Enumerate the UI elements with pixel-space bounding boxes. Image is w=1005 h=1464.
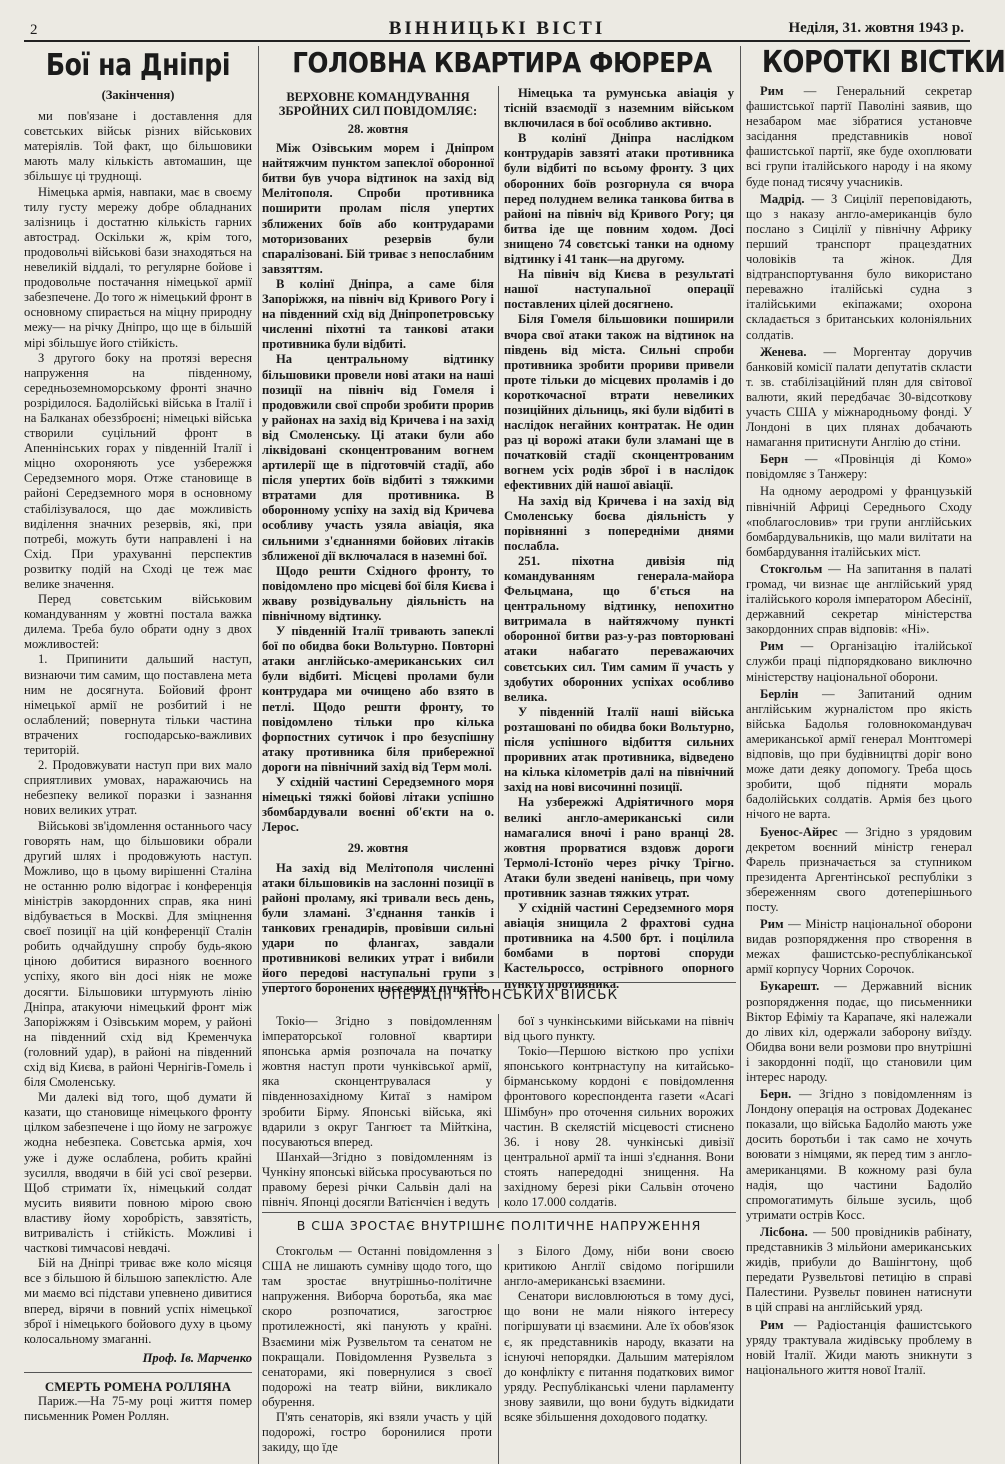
news-item-text: — 500 провідників рабінату, представників 3 мільйони американських жидів, прибули до Вашінгтону, щоб передати Рузвельтові петицію в справі Палестини. Рузвельт повинен натиснути в цій справі на англійський уряд. xyxy=(746,1224,972,1315)
page-number: 2 xyxy=(30,22,38,38)
paragraph: Шанхай—Згідно з повідомленням із Чункіну японські війська просуваються по правому березі річки Сальвін далі на північ. Японці досягли Ватієнчієн і ведуть xyxy=(262,1149,492,1210)
column-rule xyxy=(498,86,499,978)
paragraph: З другого боку на протязі вересня напруження на південному, середньоземноморському фронті значно розрідилося. Бадолійські війська в Італії і на Балканах обеззброєні; німецькі війська створили суцільний фронт в Апеннінських горах у південній Італії і міцно охороняють усе узбережжя Середземного моря. Отже становище в районі Середземного моря в основному стабілізувалося, що дає можливість виділення значних резервів, які, при потребі, можуть бути направлені і на Схід. При урахуванні перспектив розвитку подій на Сході це теж має велике значення. xyxy=(24,350,252,591)
paper-title: ВІННИЦЬКІ ВІСТІ xyxy=(388,18,606,39)
news-item-text: — Організацію італійської служби праці підпорядковано виключно міністерству національної оборони. xyxy=(746,639,972,684)
report-continued-body xyxy=(504,86,734,992)
section-rule xyxy=(262,982,736,983)
news-item-text: — Згідно з урядовим декретом воєнний міністр генерал Фарель призначається за ступником президента Аргентінської республіки з збереженням свого дотеперішнього посту. xyxy=(746,824,972,914)
paragraph: На північ від Києва в результаті нашої наступальної операції поставлених цілей досягнено. xyxy=(504,267,734,312)
news-item-place: Буенос-Айрес xyxy=(760,824,846,839)
usa-section xyxy=(262,1218,736,1464)
news-item xyxy=(746,192,972,343)
news-item-place: Стокгольм xyxy=(760,561,829,576)
paragraph: У східній частині Середземного моря авіація знищила 2 фрахтові судна противника на 4.500 брт. і поцілила бомбами в портові споруди Кастельроссо, острівного опорного пункту противника. xyxy=(504,901,734,991)
news-item-text: На одному аеродромі у французькій північній Африці Середнього Сходу «поблагословив» три групи англійських бомбардувальників, що мали вилітати на бомбардування італійських міст. xyxy=(746,484,972,559)
paragraph: 2. Продовжувати наступ при вих мало сприятливих умовах, наражаючись на небезпеку великої поразки і зазнання нових великих утрат. xyxy=(24,758,252,818)
subhead-dnipro: (Закінчення) xyxy=(101,88,175,102)
headline-dnipro: Бої на Дніпрі xyxy=(45,48,231,83)
paragraph: Стокгольм — Останні повідомлення з США не лишають сумніву щодо того, що там зростає внутрішньо-політичне напруження. Виборча боротьба, яка має скоро розпочатися, загострює протилежності, які панують у країні. Взаємини між Рузвельтом та сенатом не покращали. Повідомлення Рузвельта з сенаторами, які повернулися з своєї подорожі на театр війни, викликало обурення. xyxy=(262,1244,492,1409)
paragraph: В колінї Дніпра наслідком контрударів завзяті атаки противника були відбиті по всьому фронту. З цих оборонних боїв розгорнула ся вчора перед полуднем велика танкова битва в районі на північ від Кривого Рогу; ця битва іде ще повним ходом. Досі знищено 74 совєтські танки на одному відтинку і 41 танк—на другому. xyxy=(504,131,734,267)
paragraph: На захід від Кричева і на захід від Смоленську боєва діяльність у порівнянні з попередніми днями послабла. xyxy=(504,493,734,553)
obit-text: Париж.—На 75-му році життя помер письменник Ромен Роллян. xyxy=(24,1393,252,1424)
paragraph: Німецька та румунська авіація у тісній взаємодії з наземним військом включилася в бої особливо активно. xyxy=(504,86,734,131)
news-item xyxy=(746,484,972,559)
news-item-place: Букарешт. xyxy=(760,979,835,994)
column-hq-reports-1 xyxy=(262,86,494,996)
paragraph: В колінї Дніпра, а саме біля Запоріжжя, на північ від Кривого Рогу і на південний схід від Дніпропетровську численні піхотні та танкові атаки противника були відбиті. xyxy=(262,276,494,352)
date-oct-28: 28. жовтня xyxy=(347,122,409,136)
news-item-text: — Державний вісник розпорядження подає, що письменники Віктор Ефіміу та Карапаче, які належали до лівих кіл, одержали заборону виїзду. Обидва вони вели розмови про внутрішні і закордонні події, що становили цим інтерес народу. xyxy=(746,979,972,1084)
news-item-place: Лісбона. xyxy=(760,1224,814,1239)
column-rule xyxy=(258,46,259,1464)
paragraph: Токіо—Першою вісткою про успіхи японського контрнаступу на китайсько-бірманському кордоні є повідомлення фронтового кореспондента газети «Асагі Шімбун» про оточення сильних ворожих частин. В скелястій місцевості стиснено 36. і нову 28. чункінські дивізії центральної армії та інші з'єднання. Вони стоять напередодні знищення. На західному березі ріки Сальвін оточено коло 17.000 солдатів. xyxy=(504,1044,734,1210)
headline-short-news: КОРОТКІ ВІСТКИ xyxy=(761,45,1005,80)
column-rule xyxy=(498,1244,499,1464)
news-item xyxy=(746,345,972,451)
headline-fuhrer-hq: ГОЛОВНА КВАРТИРА ФЮРЕРА xyxy=(292,46,712,79)
paragraph: Перед совєтським військовим командуванням у жовтні постала важка дилема. Треба було обрати одну з двох можливостей: xyxy=(24,592,252,652)
news-item xyxy=(746,1225,972,1316)
paragraph: У південній Італії тривають запеклі бої по обидва боки Вольтурно. Повторні атаки англійсько-американських сил були відбиті. Місцеві пролами були контрудара ми очищено або взято в петлі. Щодо решти фронту, то повідомлено тільки про кілька форпостних сутичок і про безуспішну атаку противника біля прибережної дороги на північний захід від Терм молі. xyxy=(262,624,494,774)
report-oct-28-body xyxy=(262,141,494,835)
news-item xyxy=(746,979,972,1085)
news-item-text: — Запитаний одним англійським журналістом про якість війська Бадолья головнокомандувач американської армії генерал Монтгомері відповів, що при будівництві доріг воно може дати деяку допомогу. Треба щось зробити, щоб підняти мораль бадолійських солдатів. Армія без цього нічого не варта. xyxy=(746,686,973,822)
news-item xyxy=(746,1087,972,1223)
paragraph: Військові зв'ідомлення останнього часу говорять нам, що більшовики обрали другий шлях і продовжують наступ. Можливо, що в цьому вирішенні Сталіна не останню ролю відограє і конференція міністрів закордонних справ, яка нині відбувається в Москві. Для зміцнення своєї позиції на цій конференції Сталін робить одчайдушну спробу будь-якою ціною добитися виразного воєнного успіху, якого він досі ніяк не може досягти. Більшовики штурмують лінію Дніпра, атакуючи німецький фронт між Запоріжжям і Озівським морем, у районі на південний схід від Кременчука (головний удар), в районі на південний схід від Києва, в районі Чернігів-Гомель і біля Смоленську. xyxy=(24,818,252,1090)
paragraph: Між Озівським морем і Дніпром найтяжчим пунктом запеклої оборонної битви був учора відтинок на захід від Мелітополя. Спроби противника поширити пролам після упертих зближених боїв або контрударами моторизованих резервів були спаралізовані. Бій триває з непослабним завзяттям. xyxy=(262,141,494,276)
issue-date: Неділя, 31. жовтня 1943 р. xyxy=(788,20,964,36)
news-item-place: Женева. xyxy=(760,344,824,359)
paragraph: Сенатори висловлюються в тому дусі, що вони не мали ніякого інтересу погіршувати ці взаємини. Але їх обов'язок є, як представників народу, вказати на існуючі непорядки. Дальшим матеріялом до конфлікту є питання податкових вимог уряду. Республіканські члени парламенту знову заявили, що вони будуть відкидати всяке збільшення доходового податку. xyxy=(504,1289,734,1425)
news-item-place: Рим xyxy=(760,917,789,932)
japan-section xyxy=(262,988,736,1208)
paragraph: Щодо решти Східного фронту, то повідомлено про місцеві бої біля Києва і жваву розвідувальну діяльність на північному відтинку. xyxy=(262,563,494,623)
column-rule xyxy=(740,46,741,1464)
news-item-text: — Генеральний секретар фашистської партії Паволіні заявив, що незабаром має зібратися установче засідання представників нової фашистської партії, яке буде охоплювати всі групи італійського народу і на якому буде понад тисячу учасників. xyxy=(746,84,972,189)
column-hq-reports-2 xyxy=(504,86,734,991)
paragraph: На узбережжі Адріятичного моря великі англо-американські сили намагалися вночі і рано вранці 28. жовтня прорватися вздовж дороги Термолі-Істонїо через річку Трігно. Атаки були зведені нанівець, при чому противник зазнав тяжких утрат. xyxy=(504,795,734,900)
separator xyxy=(24,1372,252,1373)
news-item-text: — Моргентау доручив банковій комісії палати депутатів скласти т. зв. стабілізаційний плян для світової валюти, який передбачає 30-відсоткову участь США у міжнародньому фонді. У Лондоні в цих плянах добачають намагання притиснути Англію до стіни. xyxy=(746,344,972,450)
paragraph: ми пов'язане і доставлення для совєтських військ різних військових матеріялів. Той факт, що більшовики мають малу кількість автомашин, ще збільшує ці труднощі. xyxy=(24,109,252,184)
japan-title: ОПЕРАЦІЇ ЯПОНСЬКИХ ВІЙСЬК xyxy=(379,987,619,1003)
news-item xyxy=(746,825,972,916)
paragraph: 1. Припинити дальший наступ, визнаючи тим самим, що поставлена мета ним не досягнута. Бойовий фронт німецької армії не розбитий і не ослаблений; повернута тільки частина втрачених господарсько-важливих територій. xyxy=(24,652,252,758)
japan-right-col xyxy=(504,1014,734,1210)
news-item-text: — Міністр національної оборони видав розпорядження про створення в межах фашистсько-республіканської армії корпусу Чорних Сорочок. xyxy=(746,917,972,977)
date-oct-29: 29. жовтня xyxy=(347,841,409,856)
news-item xyxy=(746,687,972,823)
usa-right-col xyxy=(504,1244,734,1425)
news-item-place: Берлін xyxy=(760,686,822,701)
news-item-text: — Радіостанція фашистського уряду трактувала жидівську проблему в новій Італії. Жиди мають зникнути з національного життя нової Італії. xyxy=(746,1317,972,1377)
paragraph: На захід від Мелітополя численні атаки більшовиків на заслонні позиції в районі проламу, які тривали весь день, були зламані. З'єднання танків і танкових гренадирів, провівши сильні удари по флангах, завдали противникові великих утрат і вибили його передові наступальні групи з упертого боронених населених пунктів. xyxy=(262,860,494,996)
obit-title: СМЕРТЬ РОМЕНА РОЛЛЯНА xyxy=(44,1378,232,1394)
paragraph: У східній частині Середземного моря німецькі тяжкі бойові літаки успішно збомбардували воєнні об'єкти на о. Лерос. xyxy=(262,775,494,835)
paragraph: Ми далекі від того, щоб думати й казати, що становище німецького фронту цілком забезпечене і що йому не загрожує жодна небезпека. Совєтська армія, хоч уже і дуже ослаблена, робить крайні зусилля, вводячи в бій усі свої резерви. Щоб стримати їх, німецький солдат мусить виявити повною мірою свою властиву йому хоробрість, завзятість, витривалість і стійкість. Можливі і часткові тимчасові невдачі. xyxy=(24,1090,252,1256)
fuhrer-hq-header xyxy=(264,46,734,86)
paragraph: Біля Гомеля більшовики поширили вчора свої атаки також на відтинок на південь від міста. Сильні спроби противника зробити прориви привели проте тільки до місцевих проламів і до короткочасної втрати невеликих позиційних дільниць, які були відбиті в наслідок негайних контратак. Не один раз ці ворожі атаки були зламані ще в початковій стадії сконцентрованим вогнем усіх родів зброї і в наслідок ефективних дій нашої авіації. xyxy=(504,312,734,493)
column-dnipro xyxy=(24,46,252,1464)
news-item-place: Берн. xyxy=(760,1087,799,1102)
column-rule xyxy=(498,1014,499,1208)
news-item-place: Рим xyxy=(760,84,804,98)
news-item xyxy=(746,452,972,482)
paragraph: На центральному відтинку більшовики провели нові атаки на наші позиції на північ від Гомеля і продовжили свої спроби зробити прорив у районах на захід від Кричева і на захід від Смоленську. Ці атаки були або ліквідовані сконцентрованим вогнем артилерії ще в підготовчій стадії, або після упертих боїв відбиті з тяжкими втратами для противника. В оборонному успіху на захід від Кричева особливу участь узяла авіація, яка сильними з'єднаннями бойових літаків зближеної дії включалася в наземні бої. xyxy=(262,352,494,563)
news-item xyxy=(746,562,972,637)
paragraph: 251. піхотна дивізія під командуванням генерала-майора Фельцмана, що б'ється на центральному відтинку, непохитно витримала в найтяжчому пункті оборонної битви раз-у-раз повторювані атаки набагато переважаючих совєтських сил. Тим самим її участь у здобутих оборонних успіхах особливо велика. xyxy=(504,553,734,704)
news-item-place: Мадрід. xyxy=(760,191,812,206)
news-item-place: Берн xyxy=(760,452,805,467)
news-item-place: Рим xyxy=(760,1317,795,1332)
news-item-place: Рим xyxy=(760,639,801,654)
news-item-text: — На запитання в палаті громад, чи визнає ще англійський уряд італійського короля імператором Абесінії, державний секретар міністерства закордонних справ відповів: «Ні». xyxy=(746,561,972,637)
paragraph: У південній Італії наші війська розташовані по обидва боки Вольтурно, після успішного відбиття сильних проривних атак противника, відведено на кілька кілометрів далі на північний захід на нові височинні позиції. xyxy=(504,704,734,795)
paragraph: Бій на Дніпрі триває вже коло місяця все з більшою й більшою запеклістю. Але ми маємо всі підстави упевнено дивитися вперед, вірячи в повний успіх німецької зброї і німецького бойового духу в цьому колосальному змаганні. xyxy=(24,1256,252,1346)
usa-title: В США ЗРОСТАЄ ВНУТРІШНЄ ПОЛІТИЧНЕ НАПРУЖЕННЯ xyxy=(296,1218,702,1233)
paragraph: з Білого Дому, ніби вони своєю критикою Англії свідомо погіршили англо-американські взаємини. xyxy=(504,1244,734,1289)
paragraph: Токіо— Згідно з повідомленням імператорської головної квартири японська армія розпочала на початку жовтня наступ проти чунківської армії, яка сконцентрувалася у південнозахідному Китаї з наміром зробити Бірму. Японські війська, які вдарили з округ Тангюєт та Мійткіна, посуваються вперед. xyxy=(262,1014,492,1149)
news-item xyxy=(746,84,972,190)
high-command-subhead: ВЕРХОВНЕ КОМАНДУВАННЯ ЗБРОЙНИХ СИЛ ПОВІДОМЛЯЄ: xyxy=(278,90,478,118)
usa-left-col xyxy=(262,1244,492,1455)
news-item-text: — Згідно з повідомленням із Лондону операція на островах Додеканес показали, що війська Бадолйо мають уже досить боротьби і так само не хочуть воювати з німцями, як перед тим з англо-американцями. В кожному разі була надія, що частини Бадолйо спромогатимуть більше зусиль, щоб утримати острів Косс. xyxy=(746,1087,972,1222)
news-item xyxy=(746,917,972,977)
news-item-text: — «Провінція ді Комо» повідомляє з Танжеру: xyxy=(746,452,972,482)
short-news-list xyxy=(746,84,972,1378)
running-head xyxy=(30,14,964,40)
news-item xyxy=(746,639,972,684)
report-oct-29-body xyxy=(262,861,494,997)
article-dnipro-body xyxy=(24,109,252,1347)
paragraph: Німецька армія, навпаки, має в своєму тилу густу мережу добре обладнаних залізниць і достатню кількість гарних автострад. Оскільки ж, крім того, продовольчі військові бази знаходяться на невеликій віддалі, то регулярне бойове і продовольче постачання німецької армії забезпечене. До того ж німецький фронт в основному спирається на міцну природну межу— на річку Дніпро, що ще в більшій мірі збільшує його стійкість. xyxy=(24,184,252,350)
column-short-news xyxy=(746,45,1005,1464)
japan-left-col xyxy=(262,1014,492,1210)
news-item xyxy=(746,1318,972,1378)
section-rule xyxy=(262,1212,736,1213)
news-item-text: — З Сицілії переповідають, що з наказу англо-американців було послано з Сицілії у північну Африку перший транспорт працездатних чоловіків та жінок. Для відтранспортування було використано переважно італійські судна з італійськими екіпажами; охорона складається з британських колоніяльних солдатів. xyxy=(746,191,973,342)
paragraph: П'ять сенаторів, які взяли участь у цій подорожі, гостро боронилися проти закиду, що їде xyxy=(262,1410,492,1455)
top-rule xyxy=(24,40,970,42)
paragraph: бої з чункінськими військами на північ від цього пункту. xyxy=(504,1014,734,1044)
signature: Проф. Ів. Марченко xyxy=(142,1350,252,1365)
